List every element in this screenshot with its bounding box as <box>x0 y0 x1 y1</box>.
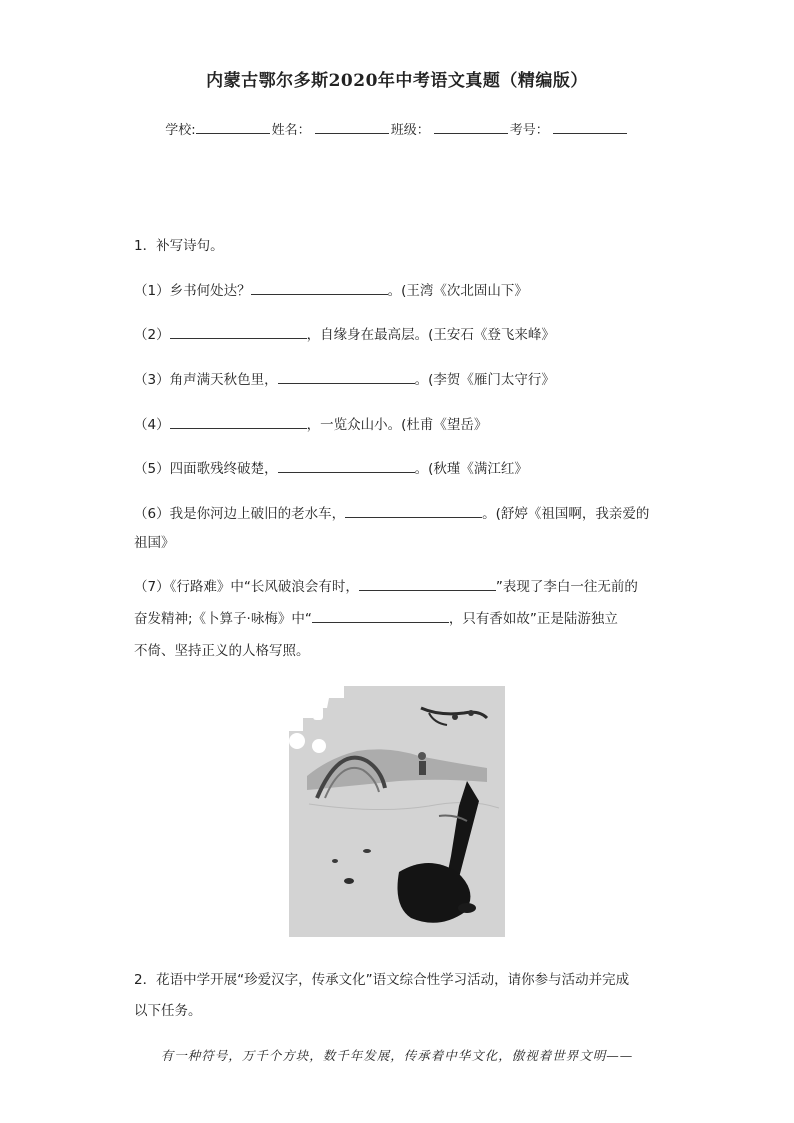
name-label: 姓名： <box>271 123 311 138</box>
item-7-text-after: ”表现了李白一往无前的 <box>495 579 638 595</box>
item-6-text-after: 。(舒婷《祖国啊，我亲爱的 <box>482 506 650 522</box>
item-5-text-before: （5）四面歌残终破楚， <box>134 461 278 477</box>
item-4-text-after: ，一览众山小。(杜甫《望岳》 <box>306 417 488 433</box>
q1-item-7-line-3: 不倚、坚持正义的人格写照。 <box>134 643 310 659</box>
item-7-line-2-before: 奋发精神;《卜算子·咏梅》中“ <box>134 611 312 627</box>
item-2-text-before: （2） <box>134 327 170 343</box>
item-1-blank[interactable] <box>251 281 388 295</box>
item-1-text-before: （1）乡书何处达？ <box>134 283 251 299</box>
q1-item-6 <box>134 502 649 522</box>
name-blank[interactable] <box>315 121 389 134</box>
school-label: 学校: <box>165 123 196 138</box>
q2-line-1: 2．花语中学开展“珍爱汉字，传承文化”语文综合性学习活动，请你参与活动并完成 <box>134 972 630 988</box>
q1-heading: 1．补写诗句。 <box>134 238 224 254</box>
item-6-text-before: （6）我是你河边上破旧的老水车， <box>134 506 346 522</box>
ink-painting-image <box>289 686 505 937</box>
item-3-text-before: （3）角声满天秋色里， <box>134 372 278 388</box>
q1-item-4 <box>134 413 487 433</box>
item-4-blank[interactable] <box>170 415 307 429</box>
page-title: 内蒙古鄂尔多斯2020年中考语文真题（精编版） <box>206 71 588 91</box>
item-7-line-2-after: ，只有香如故”正是陆游独立 <box>448 611 618 627</box>
q1-item-2 <box>134 323 555 343</box>
class-label: 班级： <box>390 123 430 138</box>
item-3-text-after: 。(李贺《雁门太守行》 <box>414 372 555 388</box>
q2-line-2: 以下任务。 <box>134 1003 202 1019</box>
q1-item-7-line-1 <box>134 575 638 595</box>
item-2-blank[interactable] <box>170 325 307 339</box>
item-7-blank-2[interactable] <box>312 609 449 623</box>
q1-item-3 <box>134 368 555 388</box>
item-5-blank[interactable] <box>278 459 415 473</box>
item-7-text-before: （7）《行路难》中“长风破浪会有时， <box>134 579 359 595</box>
item-1-text-after: 。(王湾《次北固山下》 <box>387 283 528 299</box>
number-label: 考号： <box>509 123 549 138</box>
q1-item-5 <box>134 457 528 477</box>
item-7-blank-1[interactable] <box>359 577 496 591</box>
item-6-blank[interactable] <box>345 504 482 518</box>
page-footer-quote: 有一种符号，万千个方块，数千年发展，传承着中华文化，傲视着世界文明—— <box>160 1048 634 1063</box>
number-blank[interactable] <box>553 121 627 134</box>
school-blank[interactable] <box>196 121 270 134</box>
item-5-text-after: 。(秋瑾《满江红》 <box>414 461 528 477</box>
class-blank[interactable] <box>434 121 508 134</box>
q1-item-1 <box>134 279 528 299</box>
q1-item-6-continued: 祖国》 <box>134 535 175 551</box>
item-2-text-after: ，自缘身在最高层。(王安石《登飞来峰》 <box>306 327 555 343</box>
item-3-blank[interactable] <box>278 370 415 384</box>
ink-bridge-scene-illustration <box>289 686 505 937</box>
q1-item-7-line-2 <box>134 607 618 627</box>
student-info-line <box>0 119 794 138</box>
item-4-text-before: （4） <box>134 417 170 433</box>
